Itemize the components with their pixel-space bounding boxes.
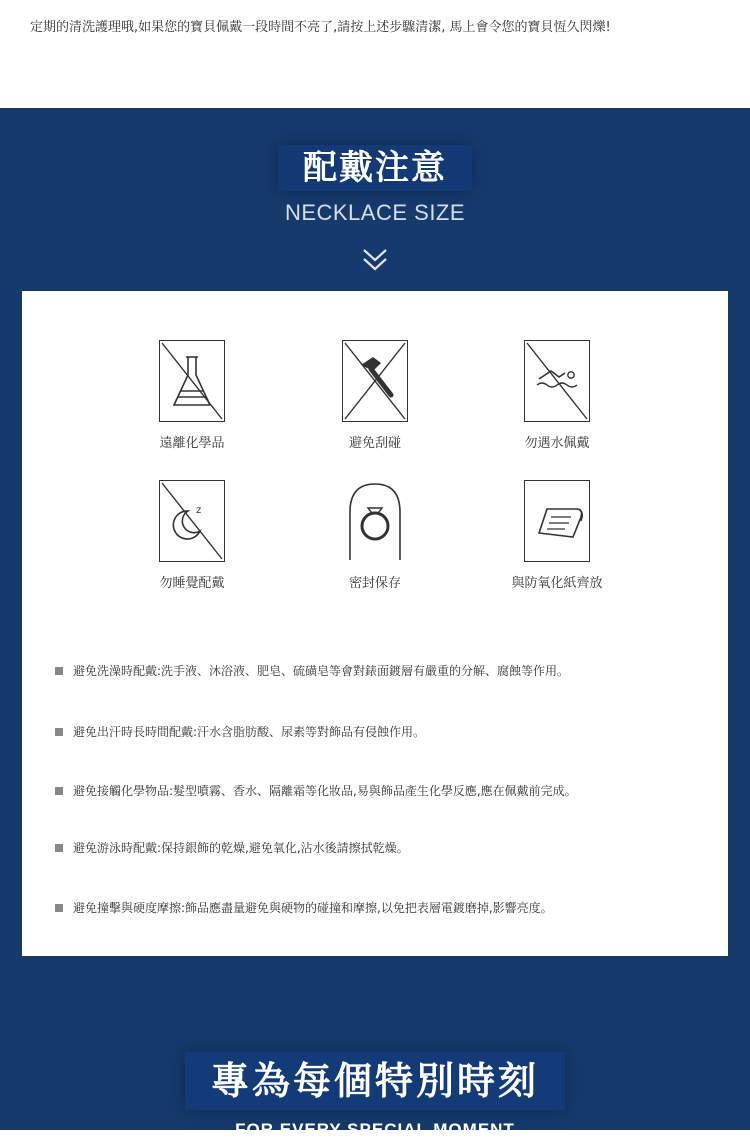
no-sleep-icon [159, 480, 225, 562]
icon-label: 遠離化學品 [159, 436, 225, 451]
anti-oxidation-paper-icon [524, 480, 590, 562]
icon-item-chemicals [102, 340, 282, 470]
icon-label: 勿遇水佩戴 [524, 436, 590, 451]
list-item [55, 661, 569, 681]
section-title: 配戴注意 [303, 148, 447, 188]
bullet-square-icon [55, 728, 63, 736]
bullet-square-icon [55, 667, 63, 675]
sealed-storage-icon [342, 480, 408, 562]
icon-label: 與防氧化紙齊放 [511, 576, 603, 591]
bottom-title: 專為每個特別時刻 [210, 1059, 539, 1103]
icon-item-storage [285, 480, 465, 610]
no-swimming-icon [524, 340, 590, 422]
section-subtitle: NECKLACE SIZE [284, 200, 466, 225]
icon-item-sleep [102, 480, 282, 610]
tip-text: 避免游泳時配戴:保持銀飾的乾燥,避免氧化,沾水後請擦拭乾燥。 [73, 841, 409, 855]
intro-text: 定期的清洗護理哦,如果您的寶貝佩戴一段時間不亮了,請按上述步驟清潔, 馬上會令您的寶貝恆久閃爍! [30, 20, 611, 35]
icon-item-swimming [467, 340, 647, 470]
tip-text: 避免洗澡時配戴:洗手液、沐浴液、肥皂、硫磺皂等會對錶面鍍層有嚴重的分解、腐蝕等作用。 [73, 664, 570, 678]
tip-text: 避免接觸化學物品:髮型噴霧、香水、隔離霜等化妝品,易與飾品產生化學反應,應在佩戴前完成。 [73, 784, 577, 798]
bullet-square-icon [55, 904, 63, 912]
icon-label: 避免刮碰 [348, 436, 401, 451]
bottom-subtitle: FOR EVERY SPECIAL MOMENT [235, 1120, 515, 1139]
list-item [55, 898, 553, 918]
intro-section [0, 0, 750, 108]
list-item [55, 722, 425, 742]
icon-item-hammer [285, 340, 465, 470]
list-item [55, 838, 409, 858]
double-chevron-down-icon [360, 244, 390, 274]
icon-item-paper [467, 480, 647, 610]
tip-text: 避免出汗時長時間配戴:汗水含脂肪酸、尿素等對飾品有侵蝕作用。 [73, 725, 426, 739]
list-item [55, 781, 577, 801]
care-card [22, 291, 728, 956]
tip-text: 避免撞擊與硬度摩擦:飾品應盡量避免與硬物的碰撞和摩擦,以免把表層電鍍磨掉,影響亮度。 [73, 901, 553, 915]
icon-label: 勿睡覺配戴 [159, 576, 225, 591]
bullet-square-icon [55, 844, 63, 852]
no-chemicals-icon [159, 340, 225, 422]
icon-label: 密封保存 [348, 576, 401, 591]
bullet-square-icon [55, 787, 63, 795]
svg-text:z: z [196, 505, 202, 516]
no-hammer-icon [342, 340, 408, 422]
